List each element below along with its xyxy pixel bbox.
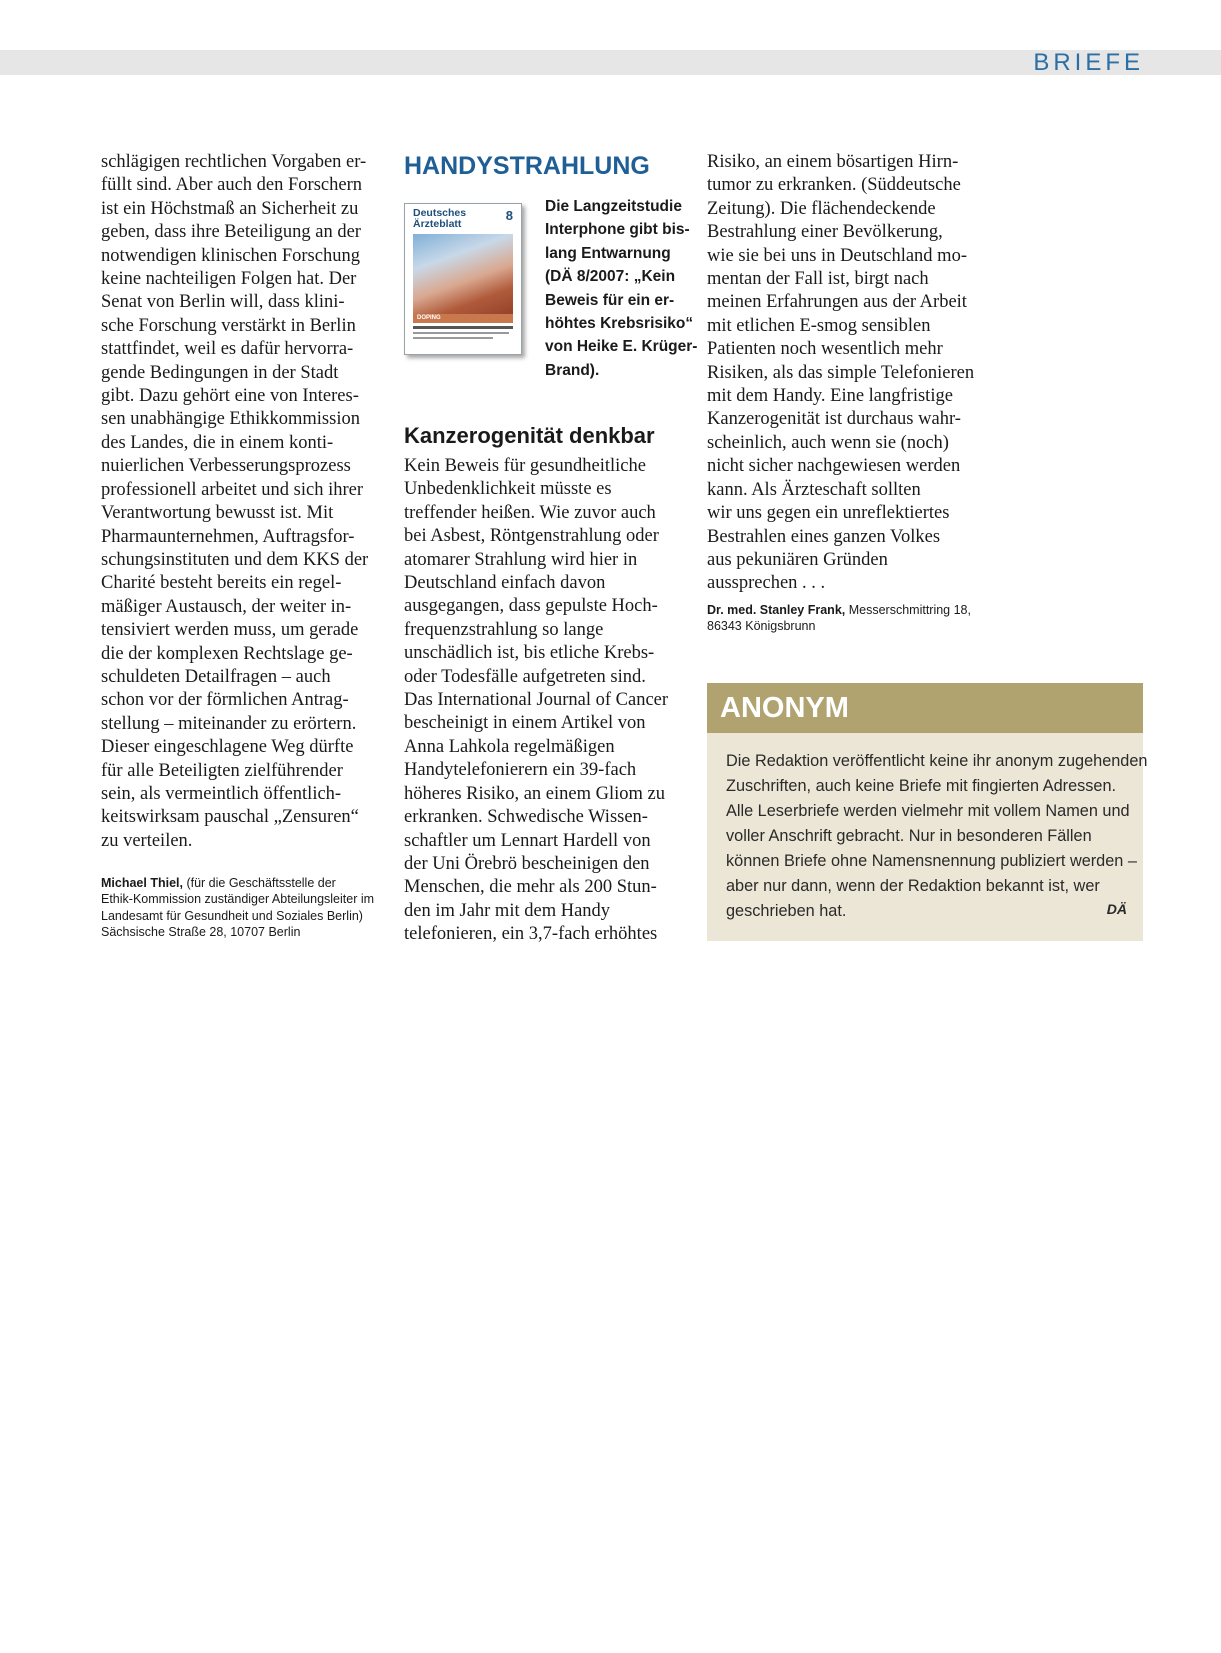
cover-photo bbox=[413, 234, 513, 318]
signature-text: 86343 Königsbrunn bbox=[707, 618, 816, 633]
cover-footer-line bbox=[413, 337, 493, 339]
text-line: sen unabhängige Ethikkommission bbox=[101, 409, 360, 430]
text-line: den im Jahr mit dem Handy bbox=[404, 900, 611, 921]
text-line: Unbedenklichkeit müsste es bbox=[404, 479, 612, 500]
text-line: gibt. Dazu gehört eine von Interes- bbox=[101, 386, 359, 407]
text-line: atomarer Strahlung wird hier in bbox=[404, 549, 638, 570]
cover-footer-line bbox=[413, 332, 509, 334]
text-line: telefonieren, ein 3,7-fach erhöhtes bbox=[404, 924, 658, 945]
text-line: nuierlichen Verbesserungsprozess bbox=[101, 456, 351, 477]
text-line: keitswirksam pauschal „Zensuren“ bbox=[101, 807, 359, 828]
text-line: ausgegangen, dass gepulste Hoch- bbox=[404, 596, 658, 617]
text-line: bescheinigt in einem Artikel von bbox=[404, 713, 646, 734]
text-line: mäßiger Austausch, der weiter in- bbox=[101, 596, 352, 617]
text-line: Pharmaunternehmen, Auftragsfor- bbox=[101, 526, 355, 547]
cover-title: Deutsches Ärzteblatt bbox=[413, 207, 467, 230]
text-line: stellung – miteinander zu erörtern. bbox=[101, 713, 357, 734]
cover-band-text: DOPING bbox=[417, 315, 441, 321]
text-line: scheinlich, auch wenn sie (noch) bbox=[707, 432, 949, 453]
text-line: Handytelefonierern ein 39-fach bbox=[404, 760, 637, 781]
text-line: aussprechen . . . bbox=[707, 573, 826, 594]
anonym-line: Alle Leserbriefe werden vielmehr mit vollem Namen und bbox=[726, 802, 1130, 820]
letter-column-1 bbox=[101, 151, 386, 940]
anonym-sign: DÄ bbox=[1106, 901, 1127, 917]
letter-body bbox=[101, 151, 386, 853]
letter-subheading: Kanzerogenität denkbar bbox=[404, 423, 655, 448]
text-line: die der komplexen Rechtslage ge- bbox=[101, 643, 353, 664]
text-line: schungsinstituten und dem KKS der bbox=[101, 549, 369, 570]
text-line: erkranken. Schwedische Wissen- bbox=[404, 807, 648, 828]
magazine-cover-thumbnail bbox=[404, 203, 522, 355]
text-line: mentan der Fall ist, birgt nach bbox=[707, 269, 929, 290]
text-line: aus pekuniären Gründen bbox=[707, 549, 888, 570]
text-line: Senat von Berlin will, dass klini- bbox=[101, 292, 345, 313]
section-heading: HANDYSTRAHLUNG bbox=[404, 152, 650, 180]
text-line: ist ein Höchstmaß an Sicherheit zu bbox=[101, 198, 359, 219]
intro-line: Interphone gibt bis- bbox=[545, 221, 690, 239]
text-line: Menschen, die mehr als 200 Stun- bbox=[404, 877, 657, 898]
text-line: Verantwortung bewusst ist. Mit bbox=[101, 503, 334, 524]
text-line: zu verteilen. bbox=[101, 830, 193, 851]
letter-body bbox=[707, 151, 997, 596]
letter-body bbox=[404, 455, 694, 947]
text-line: meinen Erfahrungen aus der Arbeit bbox=[707, 292, 967, 313]
text-line: mit dem Handy. Eine langfristige bbox=[707, 386, 953, 407]
text-line: geben, dass ihre Beteiligung an der bbox=[101, 222, 361, 243]
text-line: Zeitung). Die flächendeckende bbox=[707, 198, 936, 219]
text-line: Deutschland einfach davon bbox=[404, 573, 606, 594]
signature-text: Ethik-Kommission zuständiger Abteilungsleiter im bbox=[101, 892, 375, 907]
intro-line: lang Entwarnung bbox=[545, 244, 671, 262]
anonym-title: ANONYM bbox=[720, 692, 849, 724]
signature-text: Landesamt für Gesundheit und Soziales Berlin) bbox=[101, 908, 363, 923]
text-line: sein, als vermeintlich öffentlich- bbox=[101, 783, 342, 804]
text-line: sche Forschung verstärkt in Berlin bbox=[101, 315, 356, 336]
anonym-header bbox=[707, 683, 1143, 733]
text-line: mit etlichen E-smog sensiblen bbox=[707, 315, 931, 336]
signature-text: Messerschmittring 18, bbox=[845, 602, 971, 617]
anonym-line: können Briefe ohne Namensnennung publiziert werden – bbox=[726, 852, 1137, 870]
text-line: Risiko, an einem bösartigen Hirn- bbox=[707, 152, 959, 172]
text-line: für alle Beteiligten zielführender bbox=[101, 760, 343, 781]
text-line: professionell arbeitet und sich ihrer bbox=[101, 479, 363, 500]
text-line: schlägigen rechtlichen Vorgaben er- bbox=[101, 152, 367, 172]
text-line: stattfindet, weil es dafür hervorra- bbox=[101, 339, 354, 360]
text-line: tumor zu erkranken. (Süddeutsche bbox=[707, 175, 961, 196]
text-line: keine nachteiligen Folgen hat. Der bbox=[101, 269, 357, 290]
text-line: notwendigen klinischen Forschung bbox=[101, 245, 360, 266]
anonym-info-box bbox=[707, 683, 1148, 941]
anonym-line: Die Redaktion veröffentlicht keine ihr anonym zugehenden bbox=[726, 752, 1148, 770]
intro-line: höhtes Krebsrisiko“ bbox=[545, 315, 694, 333]
anonym-text bbox=[726, 749, 1148, 924]
text-line: Kein Beweis für gesundheitliche bbox=[404, 456, 646, 476]
text-line: unschädlich ist, bis etliche Krebs- bbox=[404, 643, 655, 664]
cover-issue-number: 8 bbox=[505, 208, 513, 223]
anonym-line: Zuschriften, auch keine Briefe mit fingierten Adressen. bbox=[726, 777, 1117, 795]
text-line: schaftler um Lennart Hardell von bbox=[404, 830, 651, 851]
anonym-line: aber nur dann, wenn der Redaktion bekannt ist, wer bbox=[726, 877, 1100, 895]
signature-text: Sächsische Straße 28, 10707 Berlin bbox=[101, 924, 301, 939]
section-label: BRIEFE bbox=[1033, 49, 1144, 76]
text-line: Charité besteht bereits ein regel- bbox=[101, 573, 342, 594]
intro-line: Brand). bbox=[545, 361, 600, 379]
text-line: bei Asbest, Röntgenstrahlung oder bbox=[404, 526, 659, 547]
text-line: schuldeten Detailfragen – auch bbox=[101, 666, 331, 687]
letter-signature bbox=[101, 875, 386, 940]
intro-line: Die Langzeitstudie bbox=[545, 198, 682, 215]
text-line: Das International Journal of Cancer bbox=[404, 690, 669, 711]
text-line: tensiviert werden muss, um gerade bbox=[101, 620, 359, 641]
text-line: schon vor der förmlichen Antrag- bbox=[101, 690, 349, 711]
intro-line: Beweis für ein er- bbox=[545, 291, 675, 309]
text-line: der Uni Örebrö bescheinigen den bbox=[404, 853, 650, 874]
text-line: Bestrahlung einer Bevölkerung, bbox=[707, 222, 943, 243]
text-line: Kanzerogenität ist durchaus wahr- bbox=[707, 409, 961, 430]
cover-footer-line bbox=[413, 326, 513, 329]
letter-column-2-heading bbox=[404, 151, 690, 181]
intro-line: (DÄ 8/2007: „Kein bbox=[545, 268, 676, 286]
anonym-line: geschrieben hat. bbox=[726, 902, 847, 920]
text-line: Patienten noch wesentlich mehr bbox=[707, 339, 943, 360]
text-line: füllt sind. Aber auch den Forschern bbox=[101, 175, 362, 196]
letter-column-2-body bbox=[404, 455, 694, 947]
text-line: Bestrahlen eines ganzen Volkes bbox=[707, 526, 941, 547]
text-line: Anna Lahkola regelmäßigen bbox=[404, 736, 615, 757]
signature-text: (für die Geschäftsstelle der bbox=[182, 876, 336, 891]
text-line: treffender heißen. Wie zuvor auch bbox=[404, 502, 656, 523]
signature-name: Dr. med. Stanley Frank, bbox=[707, 602, 846, 617]
text-line: frequenzstrahlung so lange bbox=[404, 619, 604, 640]
anonym-line: voller Anschrift gebracht. Nur in besonderen Fällen bbox=[726, 827, 1092, 845]
text-line: Dieser eingeschlagene Weg dürfte bbox=[101, 737, 354, 758]
text-line: wir uns gegen ein unreflektiertes bbox=[707, 503, 950, 524]
cover-image bbox=[404, 203, 522, 355]
text-line: höheres Risiko, an einem Gliom zu bbox=[404, 783, 666, 804]
intro-line: von Heike E. Krüger- bbox=[545, 338, 698, 356]
text-line: gende Bedingungen in der Stadt bbox=[101, 362, 339, 383]
text-line: oder Todesfälle aufgetreten sind. bbox=[404, 666, 646, 687]
text-line: wie sie bei uns in Deutschland mo- bbox=[707, 245, 967, 266]
signature-name: Michael Thiel, bbox=[101, 876, 183, 891]
text-line: kann. Als Ärzteschaft sollten bbox=[707, 479, 921, 500]
text-line: Risiken, als das simple Telefonieren bbox=[707, 362, 975, 383]
letter-signature bbox=[707, 602, 997, 634]
text-line: des Landes, die in einem konti- bbox=[101, 432, 334, 453]
intro-text bbox=[545, 195, 698, 382]
text-line: nicht sicher nachgewiesen werden bbox=[707, 456, 961, 477]
letter-column-3 bbox=[707, 151, 997, 634]
